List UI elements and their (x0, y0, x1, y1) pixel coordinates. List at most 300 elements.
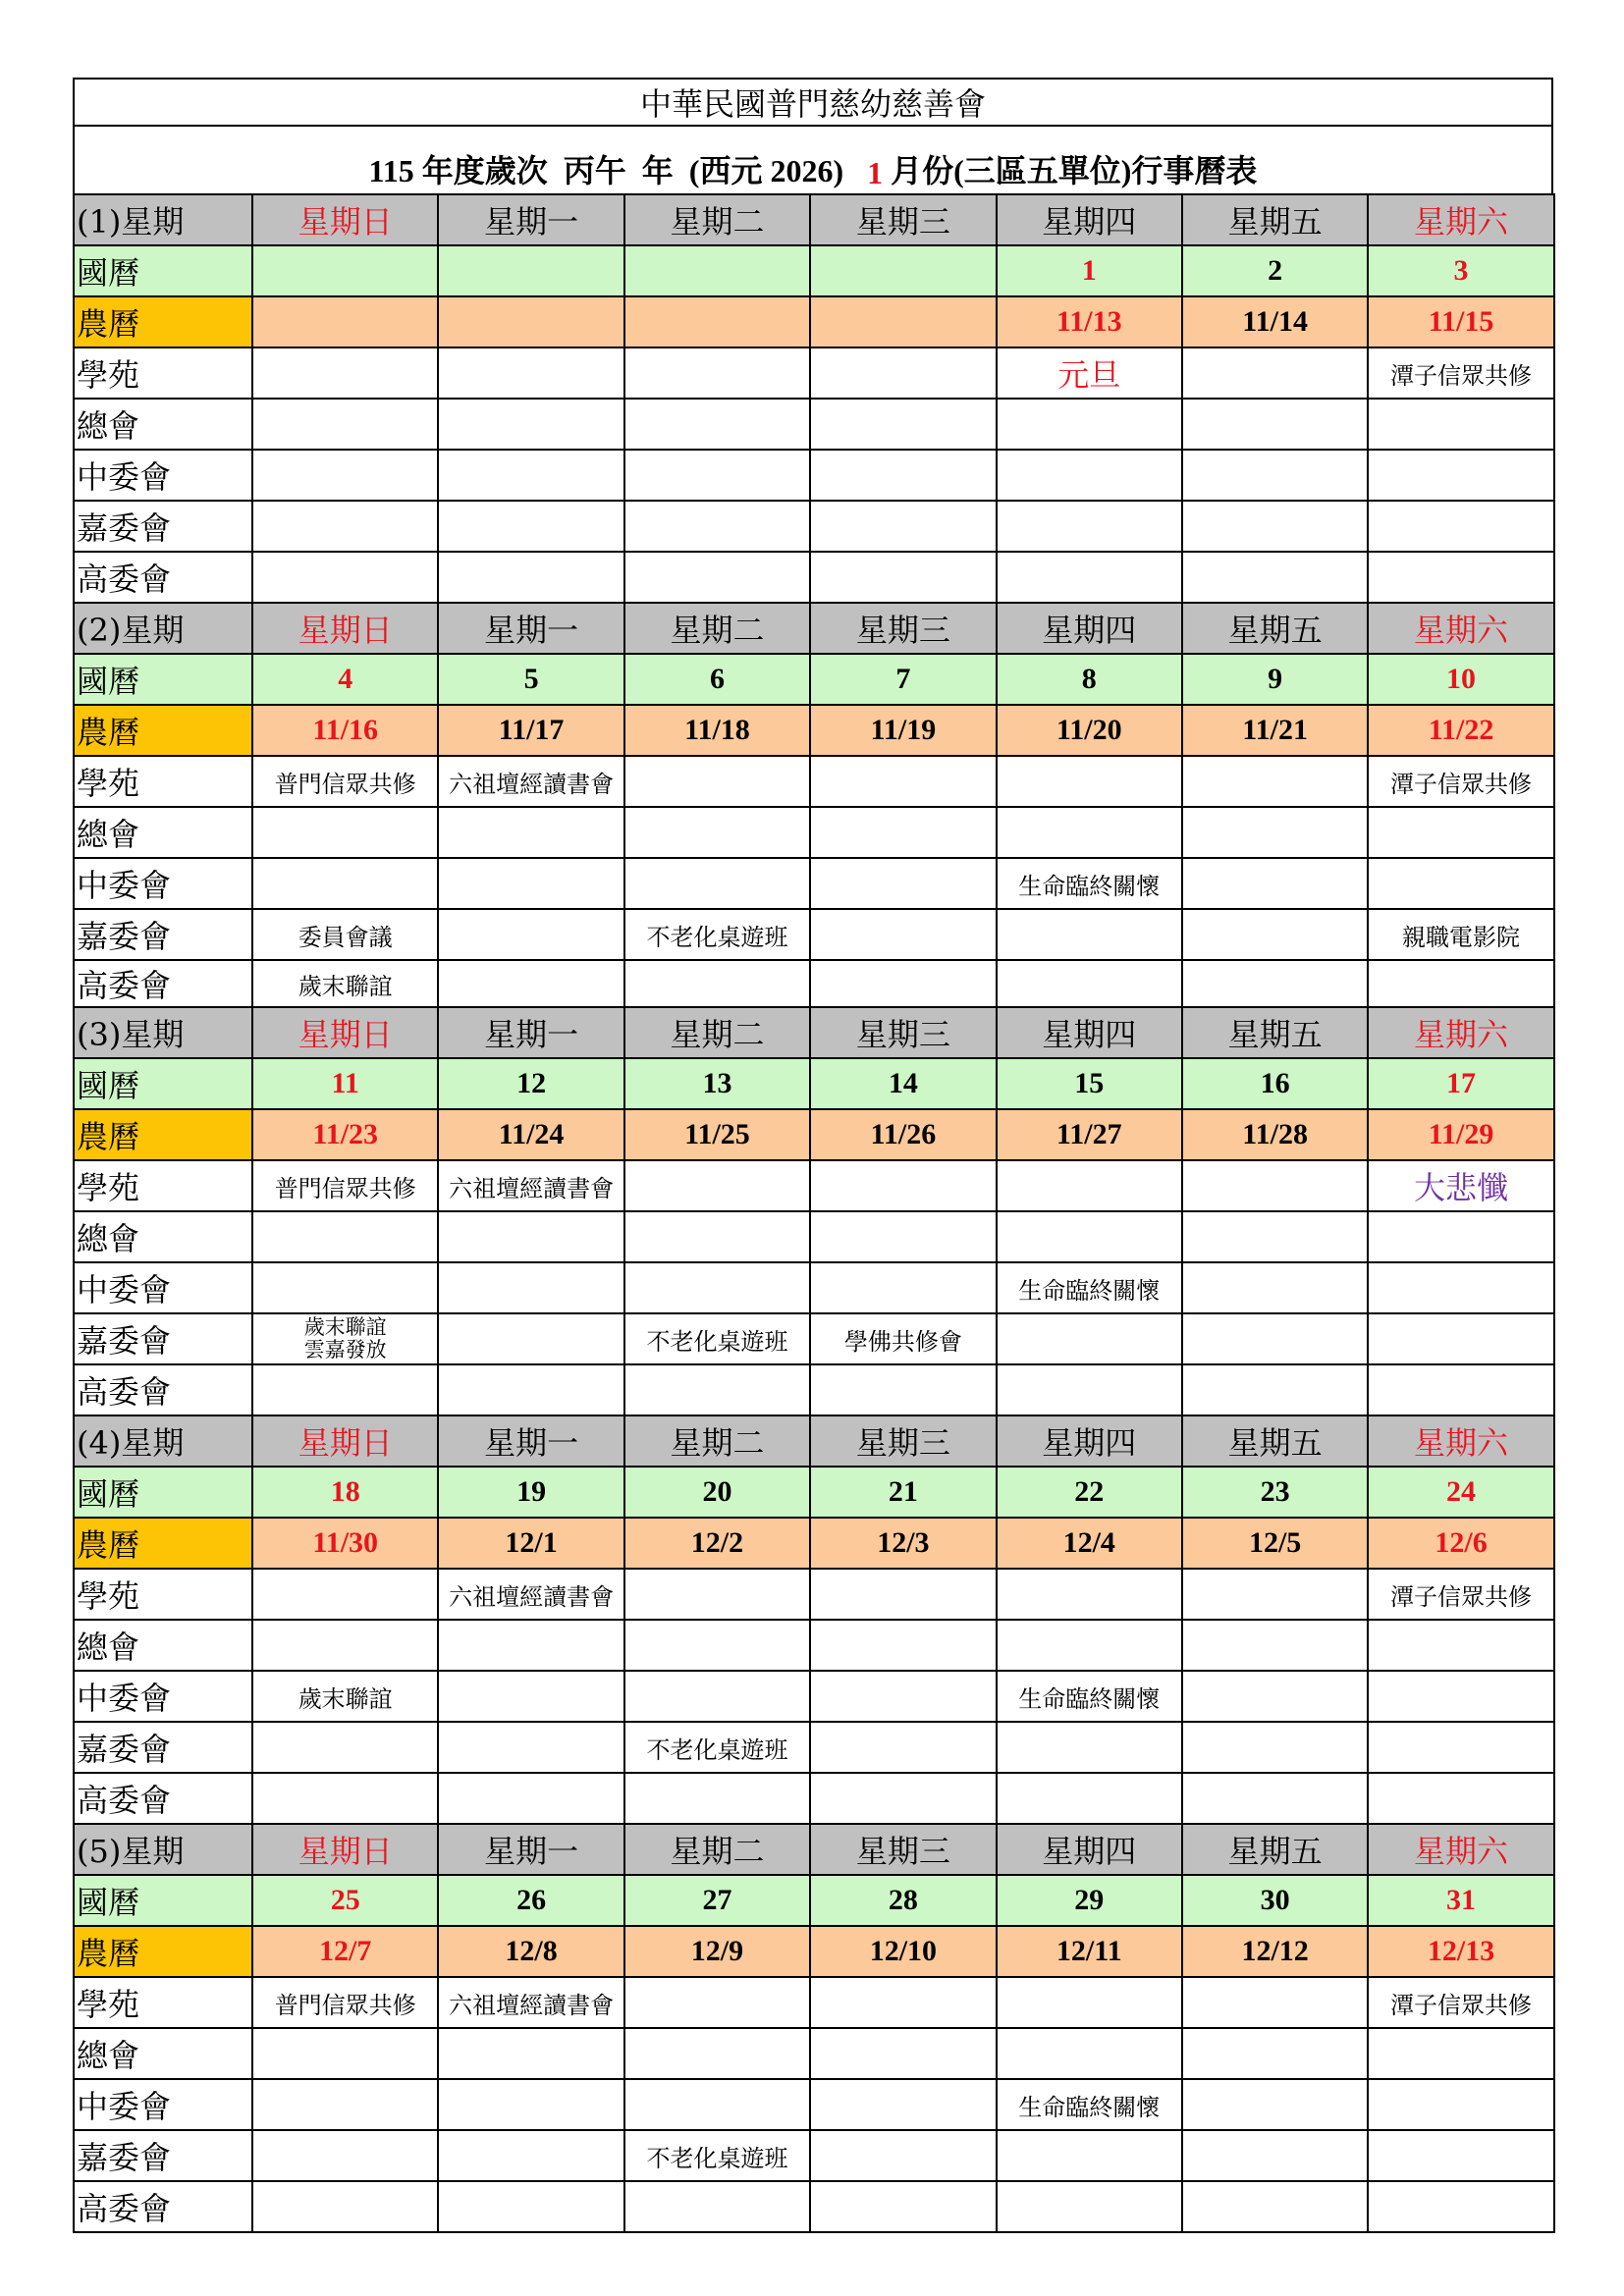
event-cell (624, 807, 810, 858)
event-cell (1368, 2079, 1553, 2130)
event-cell (624, 756, 810, 807)
week-2-kaohsiung-committee-row (74, 960, 1554, 1007)
event-cell (624, 2079, 810, 2130)
page-subtitle (73, 125, 1553, 193)
subtitle-year: 115 年度歲次 丙午 年 (西元 2026) (368, 153, 868, 188)
event-cell (997, 1620, 1182, 1671)
lunar-date (438, 296, 623, 347)
gregorian-date: 19 (438, 1467, 623, 1518)
event-cell (1182, 807, 1368, 858)
event-cell (438, 1364, 623, 1415)
calendar-body (74, 194, 1554, 2232)
week-2-lunar-row (74, 705, 1554, 756)
event-cell (1368, 1671, 1553, 1722)
event-cell (252, 807, 438, 858)
week-1-weekday-row (74, 194, 1554, 245)
event-cell (252, 347, 438, 399)
lunar-date: 11/16 (252, 705, 438, 756)
event-cell (997, 1569, 1182, 1620)
event-cell (438, 1722, 623, 1773)
lunar-date: 12/9 (624, 1926, 810, 1977)
weekday-label: 星期三 (810, 1415, 996, 1467)
week-2-header: (2)星期 (74, 603, 252, 654)
event-cell (997, 1160, 1182, 1211)
week-5-lunar-row (74, 1926, 1554, 1977)
event-cell (1182, 756, 1368, 807)
event-cell (438, 347, 623, 399)
event-cell (810, 1977, 996, 2028)
lunar-date: 12/4 (997, 1518, 1182, 1569)
lunar-date: 11/19 (810, 705, 996, 756)
gregorian-date: 1 (997, 245, 1182, 296)
event-cell (438, 501, 623, 552)
weekday-label: 星期五 (1182, 1824, 1368, 1875)
lunar-date: 11/17 (438, 705, 623, 756)
weekday-label: 星期二 (624, 194, 810, 245)
event-cell (252, 858, 438, 909)
event-cell (1368, 807, 1553, 858)
subtitle-rest: 月份(三區五單位)行事曆表 (883, 153, 1258, 188)
event-text: 元旦 (1057, 356, 1121, 394)
gregorian-date: 15 (997, 1058, 1182, 1109)
weekday-label: 星期日 (252, 194, 438, 245)
event-cell (438, 1773, 623, 1824)
lunar-date: 11/23 (252, 1109, 438, 1160)
gregorian-date: 12 (438, 1058, 623, 1109)
event-cell (997, 1977, 1182, 2028)
gregorian-label: 國曆 (74, 1467, 252, 1518)
chiayi-committee-label: 嘉委會 (74, 2130, 252, 2181)
calendar-sheet (73, 78, 1553, 2233)
lunar-date: 11/14 (1182, 296, 1368, 347)
event-cell (1368, 1313, 1553, 1364)
event-cell (252, 2130, 438, 2181)
week-5-chiayi-committee-row (74, 2130, 1554, 2181)
event-cell (252, 1160, 438, 1211)
event-cell (997, 1262, 1182, 1313)
event-cell (810, 347, 996, 399)
event-cell (252, 756, 438, 807)
event-cell (1368, 1569, 1553, 1620)
event-cell (1182, 1211, 1368, 1262)
event-cell (252, 1211, 438, 1262)
event-cell (624, 1364, 810, 1415)
event-text: 生命臨終關懷 (1018, 1684, 1161, 1713)
event-cell (1182, 1364, 1368, 1415)
event-cell (997, 347, 1182, 399)
event-cell (438, 2028, 623, 2079)
gregorian-date: 5 (438, 654, 623, 705)
lunar-date: 11/27 (997, 1109, 1182, 1160)
weekday-label: 星期二 (624, 1007, 810, 1058)
lunar-label: 農曆 (74, 1518, 252, 1569)
weekday-label: 星期一 (438, 603, 623, 654)
week-5-central-committee-row (74, 2079, 1554, 2130)
event-cell (624, 1620, 810, 1671)
event-cell (997, 1773, 1182, 1824)
event-text: 學佛共修會 (843, 1327, 962, 1356)
event-cell (1368, 1211, 1553, 1262)
weekday-label: 星期三 (810, 1007, 996, 1058)
kaohsiung-committee-label: 高委會 (74, 552, 252, 603)
event-cell (624, 347, 810, 399)
event-cell (997, 1313, 1182, 1364)
event-cell (252, 909, 438, 960)
event-text: 大悲懺 (1414, 1169, 1509, 1206)
weekday-label: 星期四 (997, 1415, 1182, 1467)
event-cell (1182, 1262, 1368, 1313)
week-4-kaohsiung-committee-row (74, 1773, 1554, 1824)
week-5-gregorian-row (74, 1875, 1554, 1926)
weekday-label: 星期三 (810, 603, 996, 654)
week-2-chiayi-committee-row (74, 909, 1554, 960)
page-title: 中華民國普門慈幼慈善會 (73, 78, 1553, 125)
event-cell (997, 450, 1182, 501)
gregorian-date: 24 (1368, 1467, 1553, 1518)
event-cell (810, 2181, 996, 2232)
kaohsiung-committee-label: 高委會 (74, 1364, 252, 1415)
event-text: 潭子信眾共修 (1390, 361, 1533, 390)
event-cell (997, 807, 1182, 858)
event-text: 生命臨終關懷 (1018, 2093, 1161, 2121)
event-text: 普門信眾共修 (274, 1174, 416, 1202)
event-cell (438, 1313, 623, 1364)
gregorian-date: 14 (810, 1058, 996, 1109)
subtitle-month: 1 (867, 155, 884, 190)
event-cell (997, 960, 1182, 1007)
event-cell (997, 858, 1182, 909)
week-1-central-committee-row (74, 450, 1554, 501)
kaohsiung-committee-label: 高委會 (74, 960, 252, 1007)
week-3-chiayi-committee-row (74, 1313, 1554, 1364)
event-cell (252, 2028, 438, 2079)
lunar-date: 11/18 (624, 705, 810, 756)
event-cell (1368, 1977, 1553, 2028)
event-cell (1368, 2028, 1553, 2079)
event-text: 歲末聯誼 (298, 972, 393, 1000)
gregorian-date: 27 (624, 1875, 810, 1926)
week-3-central-committee-row (74, 1262, 1554, 1313)
event-cell (997, 756, 1182, 807)
event-cell (252, 1722, 438, 1773)
kaohsiung-committee-label: 高委會 (74, 2181, 252, 2232)
gregorian-date: 16 (1182, 1058, 1368, 1109)
event-cell (1368, 501, 1553, 552)
lunar-date: 12/12 (1182, 1926, 1368, 1977)
event-cell (438, 1671, 623, 1722)
weekday-label: 星期六 (1368, 603, 1553, 654)
event-cell (438, 858, 623, 909)
lunar-date: 12/3 (810, 1518, 996, 1569)
week-4-chiayi-committee-row (74, 1722, 1554, 1773)
event-cell (1182, 1313, 1368, 1364)
gregorian-date: 2 (1182, 245, 1368, 296)
event-cell (252, 960, 438, 1007)
event-cell (997, 552, 1182, 603)
chiayi-committee-label: 嘉委會 (74, 1313, 252, 1364)
event-cell (810, 960, 996, 1007)
week-3-headquarters-row (74, 1211, 1554, 1262)
week-3-weekday-row (74, 1007, 1554, 1058)
event-cell (252, 399, 438, 450)
event-cell (624, 2028, 810, 2079)
central-committee-label: 中委會 (74, 2079, 252, 2130)
event-cell (1368, 347, 1553, 399)
event-cell (438, 1262, 623, 1313)
event-text: 親職電影院 (1402, 923, 1521, 951)
chiayi-committee-label: 嘉委會 (74, 909, 252, 960)
lunar-date: 12/2 (624, 1518, 810, 1569)
lunar-date: 12/11 (997, 1926, 1182, 1977)
week-3-header: (3)星期 (74, 1007, 252, 1058)
academy-label: 學苑 (74, 756, 252, 807)
event-cell (1182, 1977, 1368, 2028)
event-cell (624, 1773, 810, 1824)
event-cell (252, 1773, 438, 1824)
event-cell (997, 2130, 1182, 2181)
week-1-lunar-row (74, 296, 1554, 347)
chiayi-committee-label: 嘉委會 (74, 1722, 252, 1773)
week-1-chiayi-committee-row (74, 501, 1554, 552)
lunar-date: 11/26 (810, 1109, 996, 1160)
event-text: 潭子信眾共修 (1390, 1582, 1533, 1611)
event-cell (252, 1313, 438, 1364)
lunar-date: 12/8 (438, 1926, 623, 1977)
event-cell (1182, 909, 1368, 960)
gregorian-date (624, 245, 810, 296)
event-cell (1182, 399, 1368, 450)
weekday-label: 星期五 (1182, 1415, 1368, 1467)
lunar-date: 12/13 (1368, 1926, 1553, 1977)
gregorian-date: 6 (624, 654, 810, 705)
central-committee-label: 中委會 (74, 450, 252, 501)
gregorian-date: 25 (252, 1875, 438, 1926)
event-cell (997, 2079, 1182, 2130)
event-cell (438, 1211, 623, 1262)
week-4-headquarters-row (74, 1620, 1554, 1671)
weekday-label: 星期日 (252, 1007, 438, 1058)
weekday-label: 星期六 (1368, 1415, 1553, 1467)
lunar-date: 12/5 (1182, 1518, 1368, 1569)
event-cell (252, 2181, 438, 2232)
lunar-date: 12/6 (1368, 1518, 1553, 1569)
event-cell (1182, 347, 1368, 399)
event-text: 普門信眾共修 (274, 770, 416, 798)
event-cell (1368, 552, 1553, 603)
event-cell (624, 960, 810, 1007)
lunar-date (252, 296, 438, 347)
event-cell (1182, 1671, 1368, 1722)
event-cell (810, 1160, 996, 1211)
event-cell (624, 2181, 810, 2232)
event-cell (997, 399, 1182, 450)
gregorian-date: 18 (252, 1467, 438, 1518)
lunar-date: 11/22 (1368, 705, 1553, 756)
week-4-weekday-row (74, 1415, 1554, 1467)
weekday-label: 星期三 (810, 194, 996, 245)
gregorian-date: 9 (1182, 654, 1368, 705)
event-cell (624, 1722, 810, 1773)
week-5-kaohsiung-committee-row (74, 2181, 1554, 2232)
headquarters-label: 總會 (74, 807, 252, 858)
weekday-label: 星期四 (997, 1007, 1182, 1058)
week-4-gregorian-row (74, 1467, 1554, 1518)
event-cell (438, 399, 623, 450)
event-text: 六祖壇經讀書會 (449, 1991, 615, 2019)
event-text: 六祖壇經讀書會 (449, 1582, 615, 1611)
gregorian-date: 21 (810, 1467, 996, 1518)
gregorian-date: 3 (1368, 245, 1553, 296)
event-cell (1182, 1773, 1368, 1824)
gregorian-date: 30 (1182, 1875, 1368, 1926)
event-cell (1368, 1160, 1553, 1211)
event-text: 歲末聯誼 (298, 1684, 393, 1713)
weekday-label: 星期五 (1182, 194, 1368, 245)
central-committee-label: 中委會 (74, 858, 252, 909)
week-5-header: (5)星期 (74, 1824, 252, 1875)
gregorian-date: 13 (624, 1058, 810, 1109)
academy-label: 學苑 (74, 1160, 252, 1211)
event-cell (624, 1671, 810, 1722)
lunar-date (810, 296, 996, 347)
academy-label: 學苑 (74, 1569, 252, 1620)
event-cell (810, 1722, 996, 1773)
gregorian-date: 26 (438, 1875, 623, 1926)
event-cell (1368, 399, 1553, 450)
kaohsiung-committee-label: 高委會 (74, 1773, 252, 1824)
event-cell (1182, 960, 1368, 1007)
gregorian-date: 8 (997, 654, 1182, 705)
lunar-label: 農曆 (74, 1926, 252, 1977)
event-cell (810, 1773, 996, 1824)
event-cell (624, 1262, 810, 1313)
event-cell (624, 399, 810, 450)
event-cell (1182, 501, 1368, 552)
event-cell (1368, 909, 1553, 960)
weekday-label: 星期六 (1368, 1007, 1553, 1058)
event-cell (252, 1569, 438, 1620)
week-3-kaohsiung-committee-row (74, 1364, 1554, 1415)
event-cell (810, 1620, 996, 1671)
event-cell (1182, 1160, 1368, 1211)
event-cell (252, 1671, 438, 1722)
central-committee-label: 中委會 (74, 1671, 252, 1722)
event-cell (252, 501, 438, 552)
event-text: 生命臨終關懷 (1018, 872, 1161, 900)
week-1-kaohsiung-committee-row (74, 552, 1554, 603)
event-cell (624, 909, 810, 960)
gregorian-label: 國曆 (74, 1875, 252, 1926)
event-cell (1182, 2130, 1368, 2181)
event-cell (624, 2130, 810, 2181)
lunar-date: 12/7 (252, 1926, 438, 1977)
event-cell (1182, 2181, 1368, 2232)
event-cell (624, 1569, 810, 1620)
weekday-label: 星期日 (252, 1415, 438, 1467)
event-cell (810, 2079, 996, 2130)
week-3-gregorian-row (74, 1058, 1554, 1109)
week-2-academy-row (74, 756, 1554, 807)
event-cell (438, 2079, 623, 2130)
headquarters-label: 總會 (74, 1620, 252, 1671)
lunar-date: 11/25 (624, 1109, 810, 1160)
chiayi-committee-label: 嘉委會 (74, 501, 252, 552)
event-cell (810, 807, 996, 858)
weekday-label: 星期日 (252, 1824, 438, 1875)
event-text: 委員會議 (298, 923, 393, 951)
event-text: 不老化桌遊班 (646, 1735, 788, 1764)
event-cell (1368, 1773, 1553, 1824)
event-cell (810, 1364, 996, 1415)
week-4-lunar-row (74, 1518, 1554, 1569)
event-cell (997, 1671, 1182, 1722)
week-1-academy-row (74, 347, 1554, 399)
event-cell (810, 2130, 996, 2181)
event-cell (810, 909, 996, 960)
event-cell (438, 552, 623, 603)
gregorian-date (810, 245, 996, 296)
lunar-date: 11/15 (1368, 296, 1553, 347)
week-4-central-committee-row (74, 1671, 1554, 1722)
event-cell (810, 552, 996, 603)
event-cell (252, 552, 438, 603)
event-cell (810, 1262, 996, 1313)
gregorian-date (438, 245, 623, 296)
lunar-label: 農曆 (74, 705, 252, 756)
event-cell (997, 2181, 1182, 2232)
event-cell (438, 1620, 623, 1671)
weekday-label: 星期一 (438, 1415, 623, 1467)
event-cell (252, 1977, 438, 2028)
event-cell (1368, 1722, 1553, 1773)
event-cell (438, 960, 623, 1007)
event-cell (1368, 756, 1553, 807)
event-cell (1182, 858, 1368, 909)
event-cell (624, 552, 810, 603)
event-cell (1368, 2181, 1553, 2232)
week-1-headquarters-row (74, 399, 1554, 450)
week-1-header: (1)星期 (74, 194, 252, 245)
event-cell (624, 1977, 810, 2028)
headquarters-label: 總會 (74, 2028, 252, 2079)
gregorian-date (252, 245, 438, 296)
gregorian-date: 17 (1368, 1058, 1553, 1109)
event-cell (624, 450, 810, 501)
week-2-gregorian-row (74, 654, 1554, 705)
event-cell (810, 399, 996, 450)
event-cell (624, 858, 810, 909)
event-cell (810, 1211, 996, 1262)
week-2-headquarters-row (74, 807, 1554, 858)
week-2-weekday-row (74, 603, 1554, 654)
event-cell (810, 450, 996, 501)
lunar-date: 11/30 (252, 1518, 438, 1569)
event-cell (624, 1160, 810, 1211)
lunar-date: 12/1 (438, 1518, 623, 1569)
event-cell (1182, 450, 1368, 501)
weekday-label: 星期一 (438, 194, 623, 245)
event-cell (1368, 1620, 1553, 1671)
headquarters-label: 總會 (74, 399, 252, 450)
event-cell (1368, 450, 1553, 501)
event-text: 六祖壇經讀書會 (449, 770, 615, 798)
event-cell (997, 1722, 1182, 1773)
week-4-header: (4)星期 (74, 1415, 252, 1467)
event-cell (438, 1160, 623, 1211)
event-cell (810, 1313, 996, 1364)
academy-label: 學苑 (74, 1977, 252, 2028)
event-cell (438, 1977, 623, 2028)
